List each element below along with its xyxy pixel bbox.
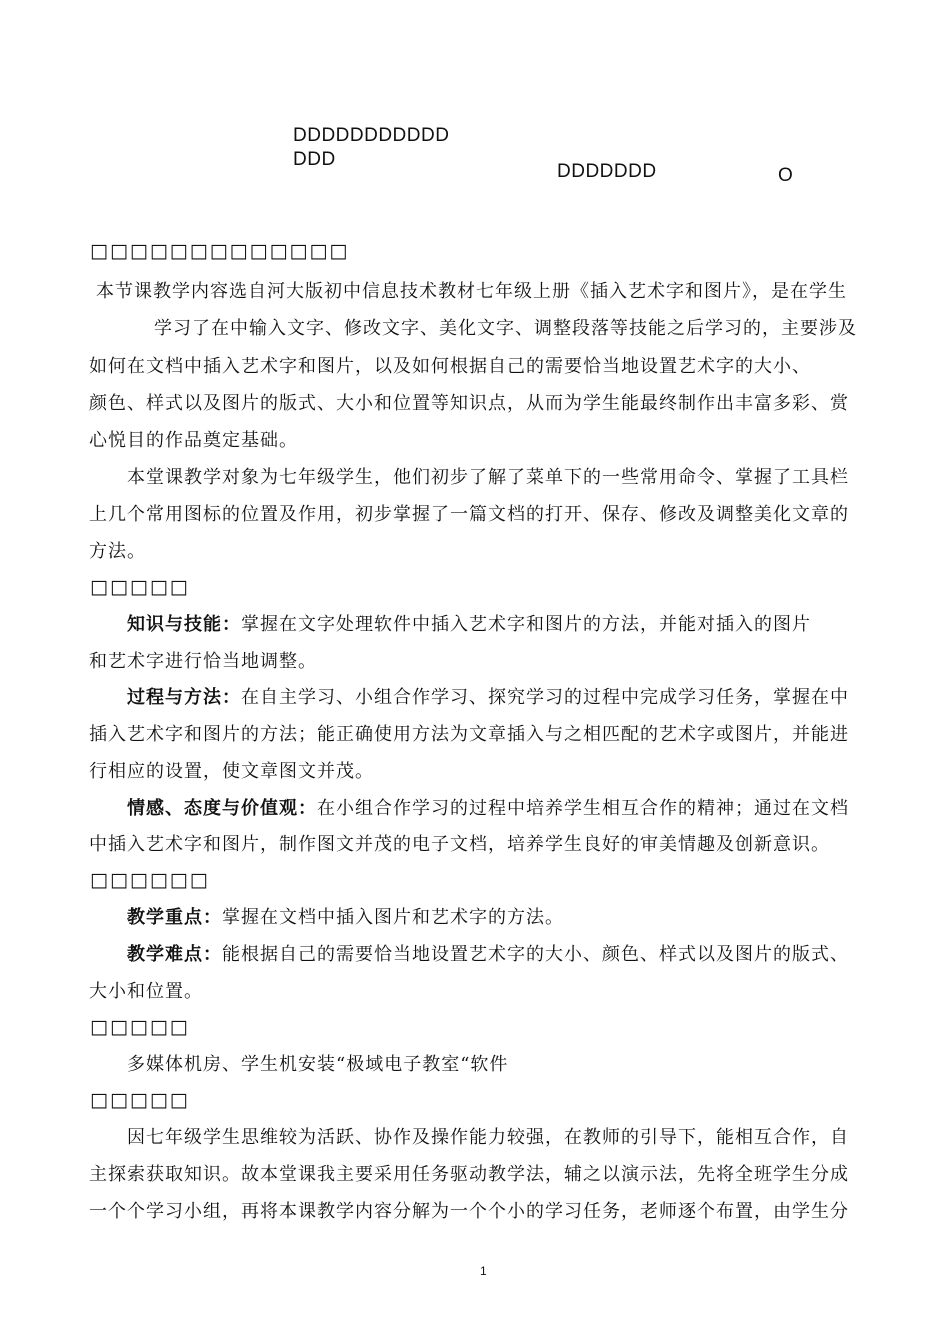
- keypoint-text: 掌握在文档中插入图片和艺术字的方法。: [222, 907, 564, 928]
- keypoint-label: 教学重点：: [127, 907, 222, 928]
- goal-line: [127, 687, 849, 709]
- section-heading-1: □□□□□□□□□□□□□: [90, 240, 350, 262]
- section-heading-5: □□□□□: [90, 1089, 190, 1111]
- goal-line: [127, 798, 849, 820]
- title-middle: DDDDDDD: [557, 161, 657, 182]
- paragraph-line: 方法。: [89, 541, 146, 562]
- section-heading-2: □□□□□: [90, 576, 190, 598]
- keypoint-line: [127, 944, 849, 966]
- paragraph-line: 多媒体机房、学生机安装“极域电子教室“软件: [127, 1054, 509, 1075]
- goal-line: [127, 614, 811, 636]
- title-line-2: DDD: [293, 149, 336, 170]
- goal-label: 知识与技能：: [127, 614, 241, 635]
- paragraph-line: 一个个学习小组，再将本课教学内容分解为一个个小的学习任务，老师逐个布置，由学生分: [89, 1201, 849, 1222]
- goal-label: 情感、态度与价值观：: [127, 798, 317, 819]
- paragraph-line: 本堂课教学对象为七年级学生，他们初步了解了菜单下的一些常用命令、掌握了工具栏: [127, 467, 849, 488]
- section-heading-4: □□□□□: [90, 1016, 190, 1038]
- paragraph-line: 插入艺术字和图片的方法；能正确使用方法为文章插入与之相匹配的艺术字或图片，并能进: [89, 724, 849, 745]
- paragraph-line: 大小和位置。: [89, 981, 203, 1002]
- paragraph-line: 行相应的设置，使文章图文并茂。: [89, 761, 374, 782]
- paragraph-line: 本节课教学内容选自河大版初中信息技术教材七年级上册《插入艺术字和图片》，是在学生: [96, 281, 847, 302]
- title-line-1: DDDDDDDDDDD: [293, 125, 450, 146]
- section-heading-3: □□□□□□: [90, 869, 210, 891]
- paragraph-line: 主探索获取知识。故本堂课我主要采用任务驱动教学法，辅之以演示法，先将全班学生分成: [89, 1164, 849, 1185]
- paragraph-line: 和艺术字进行恰当地调整。: [89, 651, 317, 672]
- page-number: 1: [480, 1264, 487, 1278]
- paragraph-line: 学习了在中输入文字、修改文字、美化文字、调整段落等技能之后学习的，主要涉及: [154, 318, 857, 339]
- title-right: O: [778, 165, 794, 186]
- keypoint-line: [127, 907, 564, 929]
- paragraph-line: 中插入艺术字和图片，制作图文并茂的电子文档，培养学生良好的审美情趣及创新意识。: [89, 834, 830, 855]
- goal-text: 掌握在文字处理软件中插入艺术字和图片的方法，并能对插入的图片: [241, 614, 811, 635]
- paragraph-line: 上几个常用图标的位置及作用，初步掌握了一篇文档的打开、保存、修改及调整美化文章的: [89, 504, 849, 525]
- paragraph-line: 因七年级学生思维较为活跃、协作及操作能力较强，在教师的引导下，能相互合作，自: [127, 1127, 849, 1148]
- goal-text: 在小组合作学习的过程中培养学生相互合作的精神；通过在文档: [317, 798, 849, 819]
- goal-label: 过程与方法：: [127, 687, 241, 708]
- paragraph-line: 心悦目的作品奠定基础。: [89, 430, 298, 451]
- paragraph-line: 如何在文档中插入艺术字和图片，以及如何根据自己的需要恰当地设置艺术字的大小、: [89, 356, 811, 377]
- paragraph-line: 颜色、样式以及图片的版式、大小和位置等知识点，从而为学生能最终制作出丰富多彩、赏: [89, 393, 849, 414]
- keypoint-label: 教学难点：: [127, 944, 222, 965]
- goal-text: 在自主学习、小组合作学习、探究学习的过程中完成学习任务，掌握在中: [241, 687, 849, 708]
- keypoint-text: 能根据自己的需要恰当地设置艺术字的大小、颜色、样式以及图片的版式、: [222, 944, 849, 965]
